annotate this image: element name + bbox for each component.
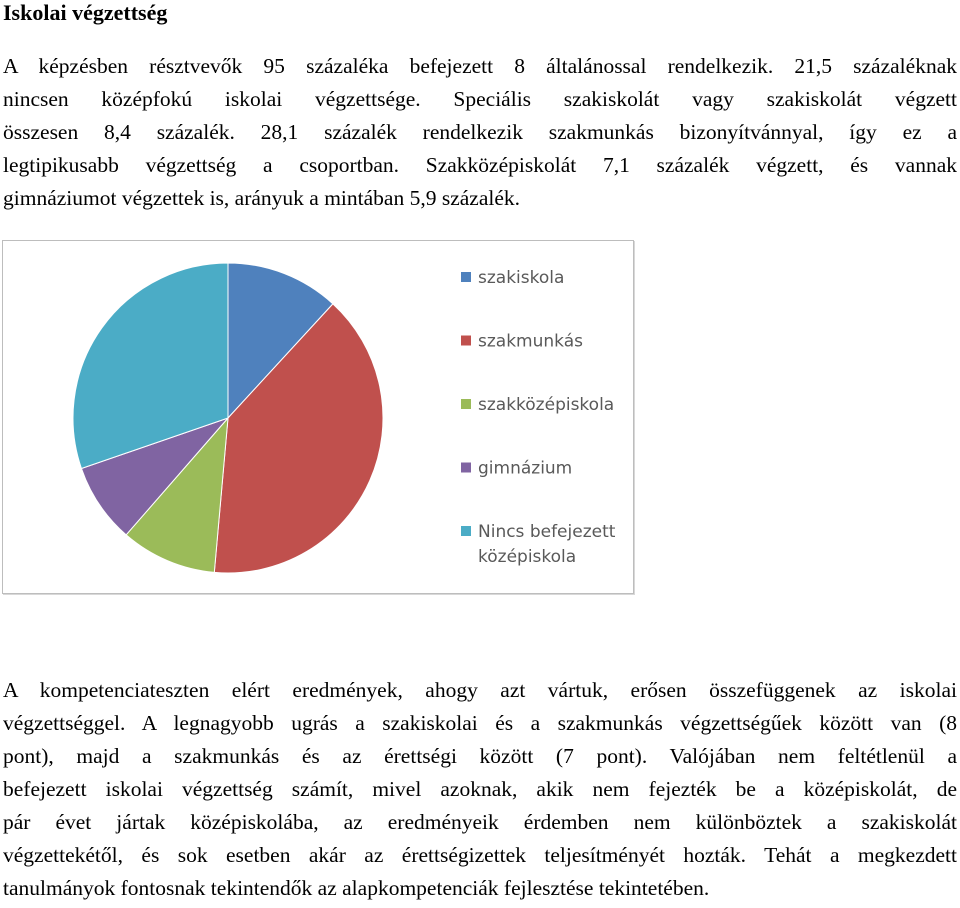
paragraph-line: pár évet jártak középiskolába, az eredményeik érdemben nem különböztek a szakiskolát — [3, 810, 957, 834]
legend-swatch-2 — [461, 336, 471, 346]
section-heading: Iskolai végzettség — [3, 0, 168, 25]
paragraph-line: végzettekétől, és sok esetben akár az érettségizettek teljesítményét hozták. Tehát a megkezdett — [3, 843, 957, 867]
legend-label-3: szakközépiskola — [478, 395, 615, 415]
paragraph-line: A kompetenciateszten elért eredmények, ahogy azt vártuk, erősen összefüggenek az iskolai — [3, 678, 957, 702]
paragraph-line: A képzésben résztvevők 95 százaléka befejezett 8 általánossal rendelkezik. 21,5 százaléknak — [3, 54, 957, 78]
legend-label-5: Nincs befejezett — [478, 522, 616, 542]
results-paragraph — [3, 674, 957, 905]
paragraph-line: összesen 8,4 százalék. 28,1 százalék rendelkezik szakmunkás bizonyítvánnyal, így ez a — [3, 120, 957, 144]
legend-label-5: középiskola — [478, 547, 577, 567]
legend-label-2: szakmunkás — [478, 331, 583, 352]
education-pie-chart — [2, 240, 634, 594]
legend-swatch-5 — [461, 526, 471, 536]
paragraph-line: tanulmányok fontosnak tekintendők az alapkompetenciák fejlesztése tekintetében. — [3, 876, 710, 900]
pie-chart-svg — [3, 241, 635, 595]
paragraph-line: nincsen középfokú iskolai végzettsége. Speciális szakiskolát vagy szakiskolát végzett — [3, 87, 957, 111]
legend-label-1: szakiskola — [478, 268, 565, 288]
legend-label-4: gimnázium — [478, 458, 573, 479]
paragraph-line: pont), majd a szakmunkás és az érettségi között (7 pont). Valójában nem feltétlenül a — [3, 744, 957, 768]
intro-paragraph — [3, 50, 957, 215]
paragraph-line: gimnáziumot végzettek is, arányuk a mintában 5,9 százalék. — [3, 186, 521, 210]
paragraph-line: legtipikusabb végzettség a csoportban. Szakközépiskolát 7,1 százalék végzett, és vannak — [3, 153, 957, 177]
paragraph-line: végzettséggel. A legnagyobb ugrás a szakiskolai és a szakmunkás végzettségűek között van (8 — [3, 711, 957, 735]
legend-swatch-1 — [461, 272, 471, 282]
legend-swatch-3 — [461, 399, 471, 409]
paragraph-line: befejezett iskolai végzettség számít, mivel azoknak, akik nem fejezték be a középiskolát, de — [3, 777, 957, 801]
legend-swatch-4 — [461, 463, 471, 473]
